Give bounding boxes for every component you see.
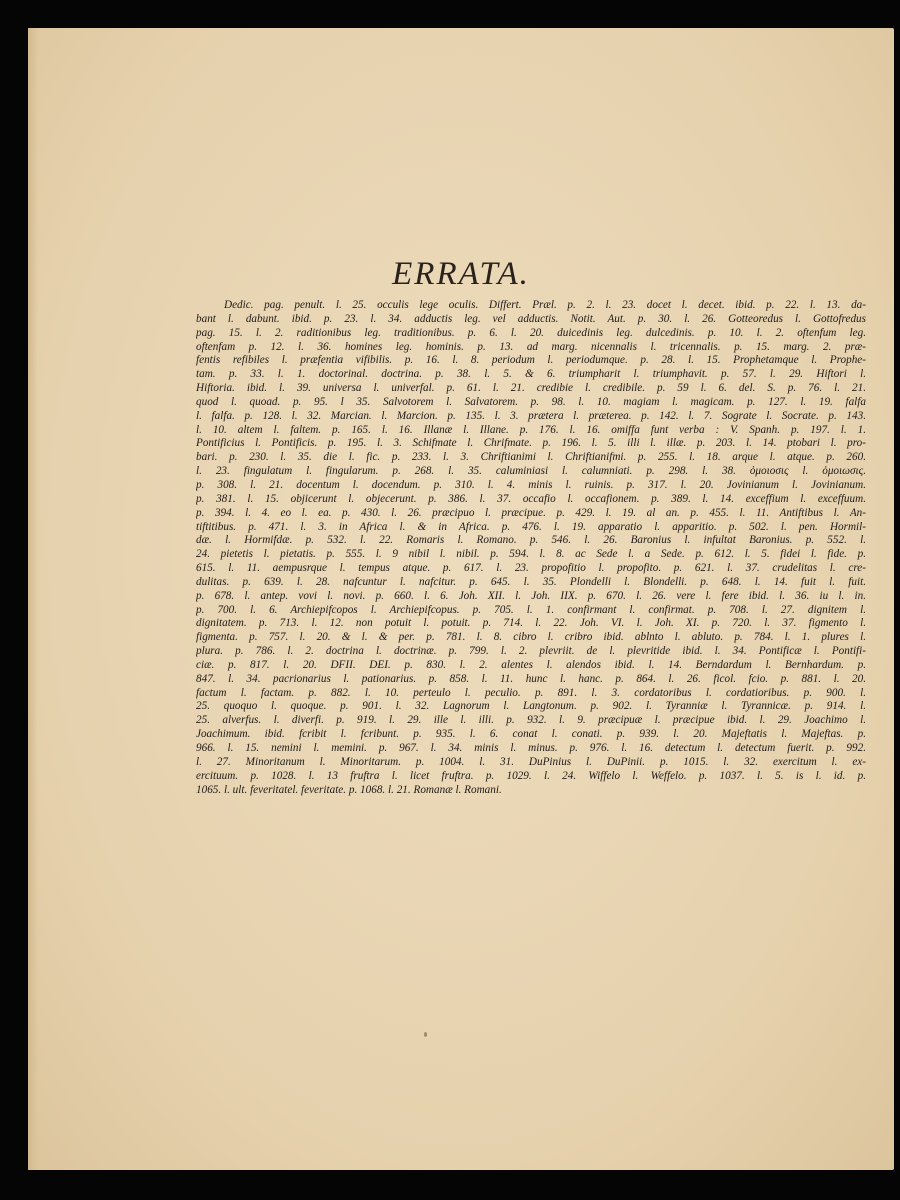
errata-line: ciæ. p. 817. l. 20. DFII. DEI. p. 830. l. 2. alentes l. alendos ibid. l. 14. Berndardum l. Bernhardum. p. <box>196 658 866 671</box>
errata-line: Pontificius l. Pontificis. p. 195. l. 3. Schifmate l. Chrifmate. p. 196. l. 5. illi l. illæ. p. 203. l. 14. ptobari l. pro- <box>196 437 866 450</box>
errata-line: 25. quoquo l. quoque. p. 901. l. 32. Lagnorum l. Langtonum. p. 902. l. Tyranniæ l. Tyrannicæ. p. 914. l. <box>196 700 866 713</box>
errata-line: l. 23. fingulatum l. fingularum. p. 268. l. 35. caluminiasi l. calumniati. p. 298. l. 38. ὁμοιοσις l. ὁμοιωσις. <box>196 465 866 478</box>
page-title: ERRATA. <box>392 256 530 292</box>
errata-line: 615. l. 11. aempusrque l. tempus atque. p. 617. l. 23. propofitio l. propofito. p. 621. l. 37. crudelitas l. cre- <box>196 562 866 575</box>
errata-line: dignitatem. p. 713. l. 12. non potuit l. potuit. p. 714. l. 22. Joh. VI. l. Joh. XI. p. 720. l. 37. figmento l. <box>196 617 866 630</box>
page-gutter-shadow <box>28 28 38 1170</box>
errata-line: oftenfam p. 12. l. 36. homines leg. hominis. p. 13. ad marg. nicennalis l. tricennalis. p. 15. marg. 2. præ- <box>196 340 866 353</box>
errata-line: plura. p. 786. l. 2. doctrina l. doctrinæ. p. 799. l. 2. plevriit. de l. plevritide ibid. l. 34. Pontificæ l. Pontifi- <box>196 645 866 658</box>
errata-line: l. falfa. p. 128. l. 32. Marcian. l. Marcion. p. 135. l. 3. prætera l. præterea. p. 142. l. 7. Sograte l. Socrate. p. 143. <box>196 409 866 422</box>
errata-line: 24. pietetis l. pietatis. p. 555. l. 9 nibil l. nibil. p. 594. l. 8. ac Sede l. a Sede. p. 612. l. 5. fidei l. fide. p. <box>196 548 866 561</box>
errata-line: l. 27. Minoritanum l. Minoritarum. p. 1004. l. 31. DuPinius l. DuPinii. p. 1015. l. 32. exercitum l. ex- <box>196 755 866 768</box>
errata-line: p. 678. l. antep. vovi l. novi. p. 660. l. 6. Joh. XII. l. Joh. IIX. p. 670. l. 26. vere l. fere ibid. l. 36. iu l. in. <box>196 589 866 602</box>
errata-line: 847. l. 34. pacrionarius l. pationarius. p. 858. l. 11. hunc l. hanc. p. 864. l. 26. ficol. fcio. p. 881. l. 20. <box>196 672 866 685</box>
errata-line: l. 10. altem l. faltem. p. 165. l. 16. Illanæ l. Illane. p. 176. l. 16. omiffa funt verba : V. Spanh. p. 197. l. 1. <box>196 423 866 436</box>
errata-line: tiftitibus. p. 471. l. 3. in Africa l. & in Africa. p. 476. l. 19. apparatio l. apparitio. p. 502. l. pen. Hormil- <box>196 520 866 533</box>
errata-line: 25. alverfus. l. diverfi. p. 919. l. 29. ille l. illi. p. 932. l. 9. præcipuæ l. præcipue ibid. l. 29. Joachimo l. <box>196 714 866 727</box>
errata-line: ercituum. p. 1028. l. 13 fruftra l. licet fruftra. p. 1029. l. 24. Wiffelo l. Weffelo. p. 1037. l. 5. is l. id. p. <box>196 769 866 782</box>
errata-line: dulitas. p. 639. l. 28. nafcuntur l. nafcitur. p. 645. l. 35. Plondelli l. Blondelli. p. 648. l. 14. fuit l. fuit. <box>196 575 866 588</box>
errata-line: pag. 15. l. 2. raditionibus leg. traditionibus. p. 6. l. 20. duicedinis leg. dulcedinis. p. 10. l. 2. oftenfum leg. <box>196 326 866 339</box>
errata-line: p. 381. l. 15. objicerunt l. objecerunt. p. 386. l. 37. occafio l. occafionem. p. 389. l. 14. exceffium l. exceffuum. <box>196 492 866 505</box>
errata-line: 1065. l. ult. feveritatel. feveritate. p. 1068. l. 21. Romanæ l. Romani. <box>196 783 502 796</box>
errata-line: p. 700. l. 6. Archiepifcopos l. Archiepifcopus. p. 705. l. 1. confirmant l. confirmat. p. 708. l. 27. dignitem l. <box>196 603 866 616</box>
errata-body <box>196 299 866 797</box>
errata-line: bant l. dabunt. ibid. p. 23. l. 34. adductis leg. vel adductis. Notit. Aut. p. 30. l. 26. Gotteoredus l. Gottofredus <box>196 312 866 325</box>
errata-line: figmenta. p. 757. l. 20. & l. & per. p. 781. l. 8. cibro l. cribro ibid. ablnto l. abluto. p. 784. l. 1. plures l. <box>196 631 866 644</box>
errata-line: Joachimum. ibid. fcribit l. fcribunt. p. 935. l. 6. conat l. conati. p. 939. l. 20. Majeftatis l. Majeftas. p. <box>196 728 866 741</box>
errata-line: tam. p. 33. l. 1. doctorinal. doctrina. p. 38. l. 5. & 6. triumpharit l. triumphavit. p. 57. l. 29. Hiftori l. <box>196 368 866 381</box>
errata-line: p. 308. l. 21. docentum l. docendum. p. 310. l. 4. minis l. ruinis. p. 317. l. 20. Jovinianum l. Jovinianum. <box>196 478 866 491</box>
errata-line: bari. p. 230. l. 35. die l. fic. p. 233. l. 3. Chriftianimi l. Chriftianifmi. p. 255. l. 18. arque l. atque. p. 260. <box>196 451 866 464</box>
book-page <box>28 28 894 1170</box>
errata-line: Hiftoria. ibid. l. 39. universa l. univerfal. p. 61. l. 21. credibie l. credibile. p. 59 l. 6. del. S. p. 76. l. 21. <box>196 382 866 395</box>
paper-speck <box>424 1032 427 1037</box>
errata-line: quod l. quoad. p. 95. l 35. Salvotorem l. Salvatorem. p. 98. l. 10. magiam l. magicam. p. 127. l. 19. falfa <box>196 395 866 408</box>
errata-line: Dedic. pag. penult. l. 25. occulis lege oculis. Differt. Præl. p. 2. l. 23. docet l. decet. ibid. p. 22. l. 13. da- <box>224 299 866 311</box>
errata-line: 966. l. 15. nemini l. memini. p. 967. l. 34. minis l. minus. p. 976. l. 16. detectum l. detectum fuerit. p. 992. <box>196 742 866 754</box>
errata-line: factum l. factam. p. 882. l. 10. perteulo l. peculio. p. 891. l. 3. cordatoribus l. cordatioribus. p. 900. l. <box>196 686 866 699</box>
errata-line: p. 394. l. 4. eo l. ea. p. 430. l. 26. præcipuo l. præcipue. p. 429. l. 19. al an. p. 455. l. 11. Antiftibus l. An- <box>196 506 866 519</box>
errata-line: dæ. l. Hormifdæ. p. 532. l. 22. Romaris l. Romano. p. 546. l. 26. Baronius l. infultat Baronius. p. 552. l. <box>196 534 866 547</box>
errata-line: fentis refibiles l. præfentia vifibilis. p. 16. l. 8. periodum l. periodumque. p. 28. l. 15. Prophetamque l. Prophe- <box>196 354 866 367</box>
